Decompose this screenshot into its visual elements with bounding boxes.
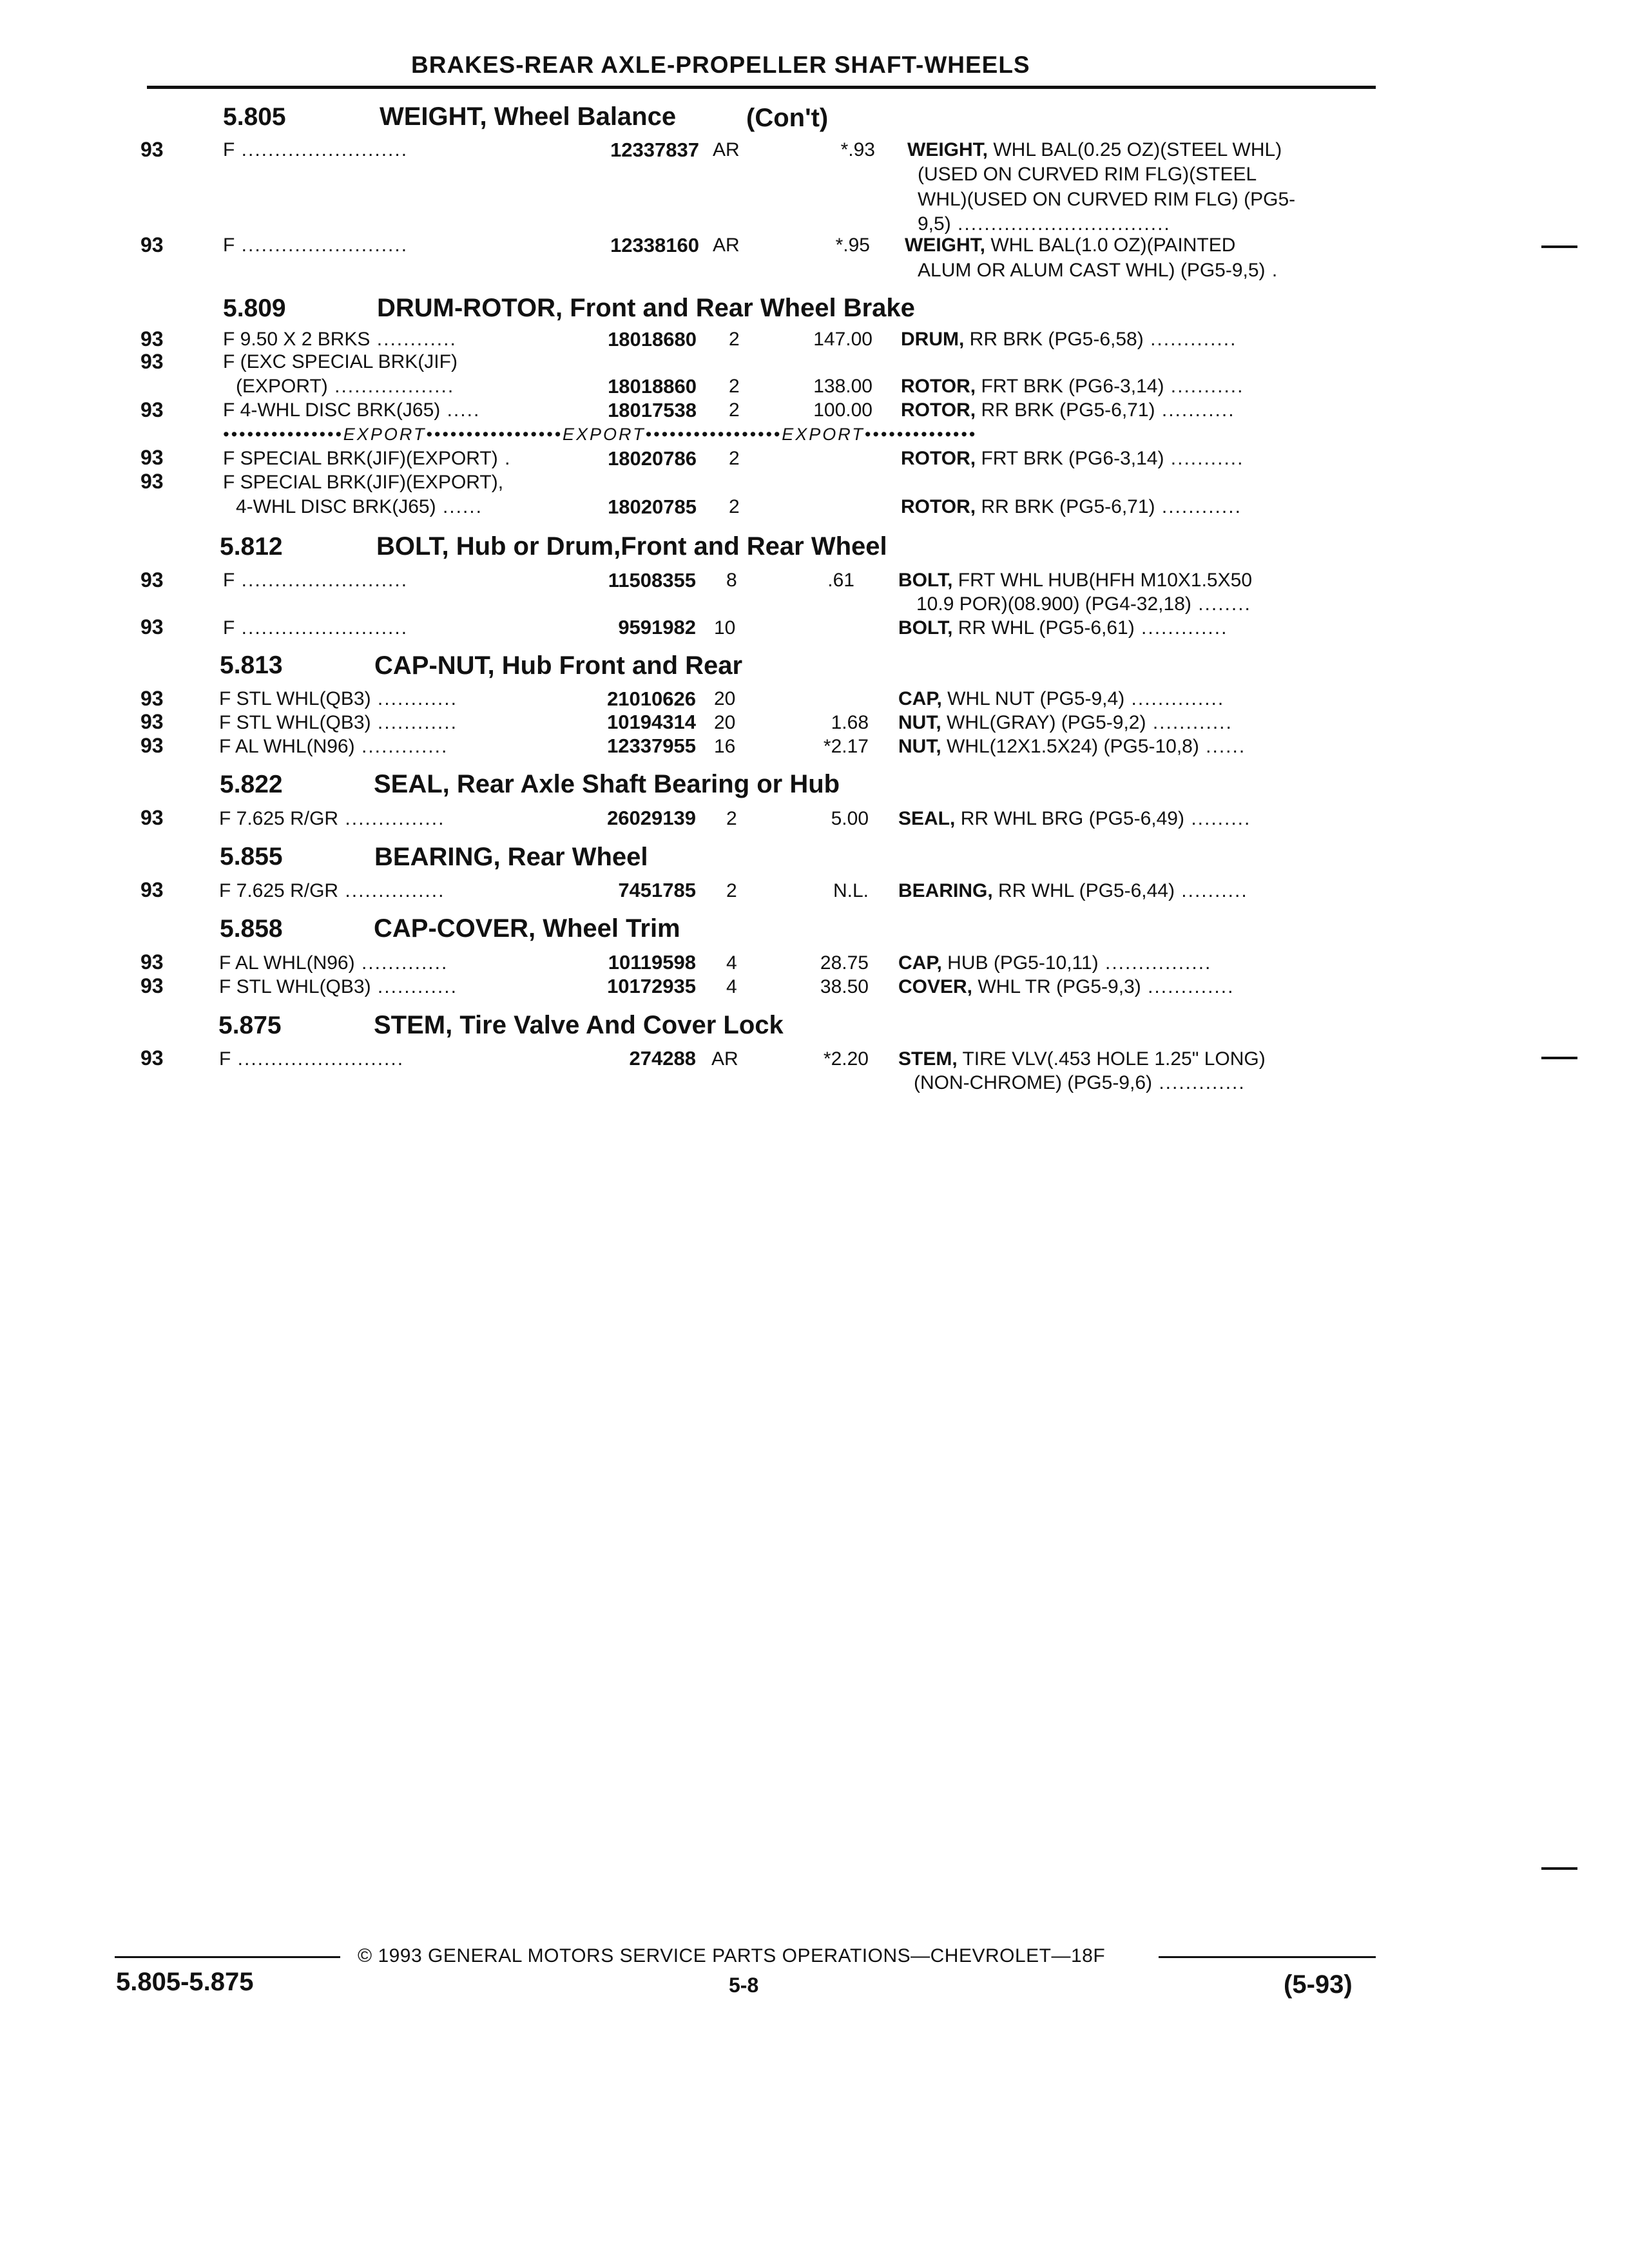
- list-price: 5.00: [831, 808, 869, 829]
- list-price: 100.00: [813, 399, 872, 421]
- list-price: .61: [827, 570, 854, 591]
- model-year: 93: [140, 398, 164, 421]
- list-price: *.95: [835, 235, 870, 256]
- model-applicability: F SPECIAL BRK(JIF)(EXPORT),: [223, 472, 504, 493]
- model-year: 93: [140, 878, 164, 901]
- part-description: ROTOR, RR BRK (PG5-6,71) ...........: [901, 399, 1235, 421]
- quantity: AR: [713, 139, 740, 160]
- part-number: 10194314: [607, 711, 696, 733]
- part-number: 274288: [629, 1047, 696, 1070]
- part-number: 12338160: [610, 234, 699, 256]
- part-description: NUT, WHL(12X1.5X24) (PG5-10,8) ......: [898, 736, 1246, 757]
- model-year: 93: [140, 138, 164, 161]
- quantity: 20: [714, 712, 736, 733]
- margin-mark: [1541, 1057, 1577, 1059]
- section-title: DRUM-ROTOR, Front and Rear Wheel Brake: [377, 294, 915, 322]
- list-price: *2.17: [823, 736, 869, 757]
- page-header-title: BRAKES-REAR AXLE-PROPELLER SHAFT-WHEELS: [411, 52, 1030, 78]
- model-applicability: F 7.625 R/GR ...............: [219, 808, 445, 829]
- part-number: 10119598: [608, 951, 696, 974]
- part-description: BOLT, FRT WHL HUB(HFH M10X1.5X50: [898, 570, 1252, 591]
- quantity: 8: [726, 570, 737, 591]
- part-description: BEARING, RR WHL (PG5-6,44) ..........: [898, 880, 1248, 901]
- model-year: 93: [140, 734, 164, 757]
- footer-section-range: 5.805-5.875: [116, 1968, 254, 1996]
- model-applicability: F (EXC SPECIAL BRK(JIF): [223, 351, 458, 372]
- part-description: DRUM, RR BRK (PG5-6,58) .............: [901, 329, 1237, 350]
- margin-mark: [1541, 1867, 1577, 1870]
- list-price: *.93: [840, 139, 875, 160]
- section-number: 5.809: [223, 294, 286, 322]
- export-divider: •••••••••••••••EXPORT•••••••••••••••••EXPORT•••••••••••••••••EXPORT••••••••••••••: [223, 425, 978, 444]
- section-title: CAP-NUT, Hub Front and Rear: [374, 651, 743, 680]
- section-continued: (Con't): [746, 104, 829, 132]
- part-number: 18018860: [608, 375, 697, 398]
- quantity: 2: [729, 376, 740, 397]
- section-title: STEM, Tire Valve And Cover Lock: [374, 1011, 784, 1039]
- part-description: ROTOR, FRT BRK (PG6-3,14) ...........: [901, 376, 1244, 397]
- part-number: 7451785: [618, 879, 696, 901]
- footer-rule-left: [115, 1956, 340, 1958]
- model-year: 93: [140, 710, 164, 733]
- description-continued: (USED ON CURVED RIM FLG)(STEEL: [918, 164, 1257, 185]
- quantity: 2: [729, 448, 740, 469]
- part-number: 10172935: [607, 975, 696, 997]
- model-year: 93: [140, 615, 164, 639]
- part-description: COVER, WHL TR (PG5-9,3) .............: [898, 976, 1235, 997]
- section-title: SEAL, Rear Axle Shaft Bearing or Hub: [374, 770, 840, 798]
- quantity: AR: [711, 1048, 738, 1070]
- model-year: 93: [140, 974, 164, 997]
- part-description: SEAL, RR WHL BRG (PG5-6,49) .........: [898, 808, 1251, 829]
- footer-rule-right: [1159, 1956, 1376, 1958]
- quantity: 2: [729, 399, 740, 421]
- part-number: 11508355: [608, 569, 696, 591]
- margin-mark: [1541, 245, 1577, 248]
- part-number: 9591982: [618, 616, 696, 639]
- header-rule: [147, 86, 1376, 89]
- model-applicability: F AL WHL(N96) .............: [219, 952, 448, 974]
- quantity: 20: [714, 688, 736, 709]
- quantity: 4: [726, 952, 737, 974]
- model-year: 93: [140, 233, 164, 256]
- list-price: 28.75: [820, 952, 869, 974]
- footer-copyright: © 1993 GENERAL MOTORS SERVICE PARTS OPERATIONS—CHEVROLET—18F: [358, 1945, 1106, 1966]
- quantity: 2: [726, 880, 737, 901]
- part-number: 26029139: [607, 807, 696, 829]
- model-year: 93: [140, 806, 164, 829]
- part-number: 21010626: [607, 687, 696, 710]
- list-price: 1.68: [831, 712, 869, 733]
- model-applicability: F .........................: [223, 235, 409, 256]
- model-applicability: F AL WHL(N96) .............: [219, 736, 448, 757]
- part-number: 18017538: [608, 399, 697, 421]
- part-description: WEIGHT, WHL BAL(0.25 OZ)(STEEL WHL): [907, 139, 1282, 160]
- section-number: 5.812: [220, 533, 283, 561]
- model-applicability: (EXPORT) ..................: [236, 376, 455, 397]
- quantity: 2: [729, 496, 740, 517]
- model-year: 93: [140, 446, 164, 469]
- description-continued: 10.9 POR)(08.900) (PG4-32,18) ........: [916, 593, 1251, 615]
- model-applicability: F .........................: [223, 617, 409, 639]
- model-applicability: F STL WHL(QB3) ............: [219, 712, 458, 733]
- description-continued: ALUM OR ALUM CAST WHL) (PG5-9,5) .: [918, 260, 1279, 281]
- model-applicability: F 4-WHL DISC BRK(J65) .....: [223, 399, 481, 421]
- model-applicability: F SPECIAL BRK(JIF)(EXPORT) .: [223, 448, 512, 469]
- model-applicability: F STL WHL(QB3) ............: [219, 976, 458, 997]
- description-continued: 9,5) ................................: [918, 213, 1171, 235]
- section-title: WEIGHT, Wheel Balance: [380, 102, 677, 131]
- description-continued: (NON-CHROME) (PG5-9,6) .............: [914, 1072, 1246, 1093]
- list-price: N.L.: [833, 880, 869, 901]
- model-year: 93: [140, 687, 164, 710]
- section-number: 5.875: [218, 1012, 282, 1039]
- model-year: 93: [140, 1046, 164, 1070]
- model-applicability: F .........................: [219, 1048, 405, 1070]
- description-continued: WHL)(USED ON CURVED RIM FLG) (PG5-: [918, 189, 1296, 210]
- model-year: 93: [140, 327, 164, 351]
- model-year: 93: [140, 350, 164, 373]
- part-description: NUT, WHL(GRAY) (PG5-9,2) ............: [898, 712, 1233, 733]
- part-description: ROTOR, FRT BRK (PG6-3,14) ...........: [901, 448, 1244, 469]
- quantity: 2: [726, 808, 737, 829]
- section-number: 5.805: [223, 103, 286, 131]
- part-number: 12337837: [610, 139, 699, 161]
- model-year: 93: [140, 568, 164, 591]
- model-applicability: F 7.625 R/GR ...............: [219, 880, 445, 901]
- model-applicability: F .........................: [223, 139, 409, 160]
- part-description: STEM, TIRE VLV(.453 HOLE 1.25" LONG): [898, 1048, 1266, 1070]
- part-number: 18020786: [608, 447, 697, 470]
- model-applicability: F .........................: [223, 570, 409, 591]
- quantity: 16: [714, 736, 736, 757]
- footer-revision-date: (5-93): [1284, 1970, 1353, 1999]
- section-number: 5.822: [220, 771, 283, 798]
- section-number: 5.813: [220, 651, 283, 679]
- quantity: 10: [714, 617, 736, 639]
- quantity: 4: [726, 976, 737, 997]
- list-price: 138.00: [813, 376, 872, 397]
- part-number: 18020785: [608, 495, 697, 518]
- model-year: 93: [140, 470, 164, 493]
- list-price: 147.00: [813, 329, 872, 350]
- model-applicability: F STL WHL(QB3) ............: [219, 688, 458, 709]
- quantity: 2: [729, 329, 740, 350]
- part-number: 12337955: [607, 735, 696, 757]
- part-description: CAP, HUB (PG5-10,11) ................: [898, 952, 1212, 974]
- section-title: BOLT, Hub or Drum,Front and Rear Wheel: [376, 532, 887, 561]
- section-number: 5.858: [220, 915, 283, 943]
- part-description: WEIGHT, WHL BAL(1.0 OZ)(PAINTED: [905, 235, 1236, 256]
- model-applicability: F 9.50 X 2 BRKS ............: [223, 329, 457, 350]
- footer-page-number: 5-8: [729, 1974, 759, 1997]
- part-description: CAP, WHL NUT (PG5-9,4) ..............: [898, 688, 1225, 709]
- part-number: 18018680: [608, 328, 697, 351]
- section-title: CAP-COVER, Wheel Trim: [374, 914, 680, 943]
- model-year: 93: [140, 950, 164, 974]
- section-title: BEARING, Rear Wheel: [374, 843, 648, 871]
- list-price: *2.20: [823, 1048, 869, 1070]
- model-applicability: 4-WHL DISC BRK(J65) ......: [236, 496, 483, 517]
- list-price: 38.50: [820, 976, 869, 997]
- quantity: AR: [713, 235, 740, 256]
- part-description: ROTOR, RR BRK (PG5-6,71) ............: [901, 496, 1242, 517]
- section-number: 5.855: [220, 843, 283, 870]
- part-description: BOLT, RR WHL (PG5-6,61) .............: [898, 617, 1228, 639]
